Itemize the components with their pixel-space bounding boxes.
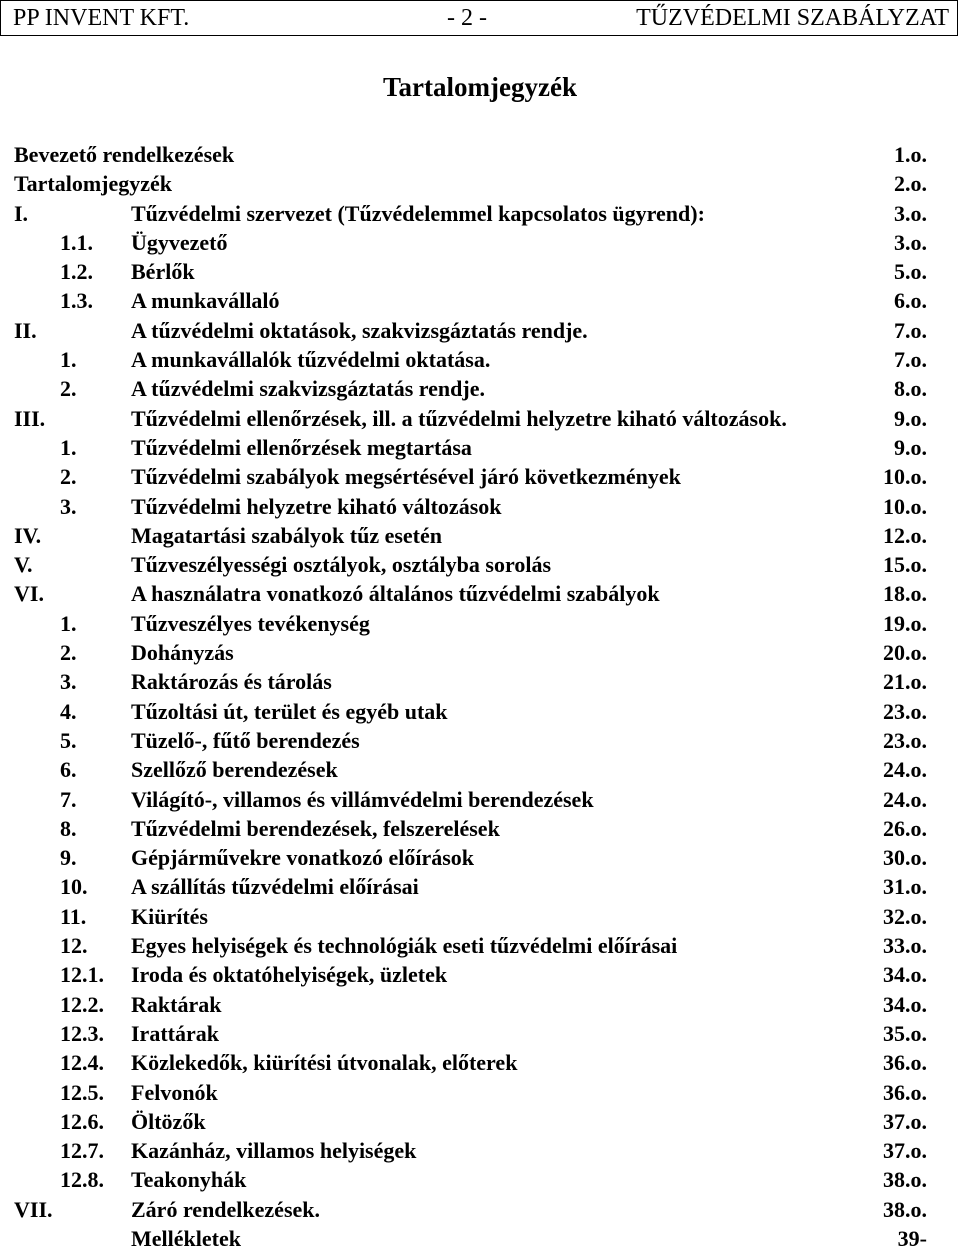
toc-entry-number: 11.: [60, 903, 87, 929]
toc-entry-title: Tűzvédelmi szervezet (Tűzvédelemmel kapcsolatos ügyrend):: [131, 200, 705, 226]
toc-entry-page: 36.o.: [883, 1079, 927, 1105]
toc-entry-number: VII.: [14, 1196, 53, 1222]
toc-entry-title: Raktárak: [131, 991, 222, 1017]
toc-entry-number: 1.3.: [60, 288, 93, 314]
toc-entry-page: 9.o.: [894, 434, 927, 460]
toc-entry-title: Tűzvédelmi berendezések, felszerelések: [131, 815, 500, 841]
toc-entry-page: 23.o.: [883, 727, 927, 753]
toc-entry: [0, 960, 960, 989]
toc-entry: [0, 404, 960, 433]
page-header: [0, 0, 958, 36]
toc-entry: [0, 433, 960, 462]
toc-entry-title: Tűzvédelmi helyzetre kiható változások: [131, 493, 502, 519]
toc-entry: [0, 169, 960, 198]
toc-entry-title: Tűzoltási út, terület és egyéb utak: [131, 698, 448, 724]
toc-entry-page: 24.o.: [883, 757, 927, 783]
page-title: Tartalomjegyzék: [383, 72, 577, 102]
toc-entry-title: Tartalomjegyzék: [14, 171, 173, 197]
toc-entry: [0, 726, 960, 755]
toc-entry: [0, 579, 960, 608]
header-document-title: TŰZVÉDELMI SZABÁLYZAT: [636, 5, 949, 31]
toc-entry-title: Bérlők: [131, 259, 195, 285]
toc-entry-title: Gépjárművekre vonatkozó előírások: [131, 845, 475, 871]
toc-entry-title: Tűzveszélyes tevékenység: [131, 610, 370, 636]
toc-entry-page: 9.o.: [894, 405, 927, 431]
toc-entry-page: 10.o.: [883, 493, 927, 519]
header-page-number: - 2 -: [447, 5, 487, 31]
toc-entry-page: 20.o.: [883, 640, 927, 666]
toc-entry-number: 12.7.: [60, 1138, 104, 1164]
toc-entry-number: II.: [14, 317, 37, 343]
toc-entry-number: 10.: [60, 874, 88, 900]
toc-entry-page: 38.o.: [883, 1196, 927, 1222]
toc-entry-number: 4.: [60, 698, 77, 724]
toc-entry: [0, 345, 960, 374]
toc-entry-number: 5.: [60, 727, 77, 753]
toc-entry: [0, 316, 960, 345]
toc-entry-number: 2.: [60, 640, 77, 666]
toc-entry-title: A munkavállaló: [131, 288, 280, 314]
toc-entry-number: 12.8.: [60, 1167, 104, 1193]
toc-entry-title: Ügyvezető: [131, 229, 228, 255]
toc-entry-page: 31.o.: [883, 874, 927, 900]
toc-entry: [0, 902, 960, 931]
toc-entry-page: 38.o.: [883, 1167, 927, 1193]
toc-entry: [0, 785, 960, 814]
toc-entry-page: 2.o.: [894, 171, 927, 197]
toc-entry-number: 12.6.: [60, 1108, 104, 1134]
toc-entry: [0, 462, 960, 491]
toc-entry-page: 37.o.: [883, 1108, 927, 1134]
toc-entry-title: Tűzvédelmi ellenőrzések megtartása: [131, 434, 472, 460]
toc-entry-page: 34.o.: [883, 991, 927, 1017]
toc-entry-page: 26.o.: [883, 815, 927, 841]
toc-entry: [0, 931, 960, 960]
toc-entry-page: 37.o.: [883, 1138, 927, 1164]
toc-entry-page: 19.o.: [883, 610, 927, 636]
toc-entry: [0, 872, 960, 901]
toc-entry-title: Kiürítés: [131, 903, 208, 929]
toc-entry: [0, 1136, 960, 1165]
toc-entry-title: Iroda és oktatóhelyiségek, üzletek: [131, 962, 448, 988]
toc-entry: [0, 697, 960, 726]
toc-entry-page: 1.o.: [894, 142, 927, 167]
toc-entry-number: 6.: [60, 757, 77, 783]
toc-entry-number: 12.: [60, 933, 88, 959]
toc-entry: [0, 1107, 960, 1136]
toc-entry: [0, 667, 960, 696]
toc-entry: [0, 521, 960, 550]
toc-entry-page: 5.o.: [894, 259, 927, 285]
toc-entry-title: Tűzveszélyességi osztályok, osztályba sorolás: [131, 552, 552, 578]
toc-entry-number: 7.: [60, 786, 77, 812]
toc-entry-number: 8.: [60, 815, 77, 841]
toc-entry-title: Bevezető rendelkezések: [14, 142, 235, 167]
toc-entry: [0, 843, 960, 872]
toc-entry-title: Dohányzás: [131, 640, 234, 666]
toc-entry-title: Záró rendelkezések.: [131, 1196, 321, 1222]
toc-entry-title: Felvonók: [131, 1079, 218, 1105]
toc-entry-page: 21.o.: [883, 669, 927, 695]
toc-entry: [0, 1078, 960, 1107]
toc-entry: [0, 1224, 960, 1253]
toc-entry-page: 10.o.: [883, 464, 927, 490]
toc-entry: [0, 609, 960, 638]
table-of-contents: [0, 140, 960, 1253]
toc-entry: [0, 257, 960, 286]
toc-entry: [0, 990, 960, 1019]
toc-entry-number: 12.5.: [60, 1079, 104, 1105]
toc-entry: [0, 228, 960, 257]
toc-entry-page: 3.o.: [894, 229, 927, 255]
toc-entry-page: 12.o.: [883, 522, 927, 548]
toc-entry-number: 2.: [60, 464, 77, 490]
toc-entry-page: 32.o.: [883, 903, 927, 929]
toc-entry-title: Tüzelő-, fűtő berendezés: [131, 727, 360, 753]
toc-entry: [0, 755, 960, 784]
toc-entry-number: VI.: [14, 581, 44, 607]
toc-entry-title: Teakonyhák: [131, 1167, 247, 1193]
toc-entry-number: 9.: [60, 845, 77, 871]
toc-entry-page: 7.o.: [894, 347, 927, 373]
toc-entry-number: 3.: [60, 493, 77, 519]
toc-entry-page: 7.o.: [894, 317, 927, 343]
toc-entry: [0, 1019, 960, 1048]
toc-entry: [0, 638, 960, 667]
toc-entry-title: Kazánház, villamos helyiségek: [131, 1138, 417, 1164]
toc-entry: [0, 374, 960, 403]
toc-entry-title: Egyes helyiségek és technológiák eseti tűzvédelmi előírásai: [131, 933, 678, 959]
toc-entry-title: Szellőző berendezések: [131, 757, 338, 783]
toc-entry-page: 35.o.: [883, 1020, 927, 1046]
toc-entry-page: 8.o.: [894, 376, 927, 402]
toc-entry-page: 39-: [897, 1225, 927, 1251]
toc-entry-number: 1.: [60, 434, 77, 460]
toc-entry-page: 18.o.: [883, 581, 927, 607]
toc-entry-title: A tűzvédelmi szakvizsgáztatás rendje.: [131, 376, 485, 402]
toc-entry-page: 36.o.: [883, 1050, 927, 1076]
toc-entry: [0, 140, 960, 169]
toc-entry-number: 1.1.: [60, 229, 93, 255]
toc-entry: [0, 1048, 960, 1077]
toc-entry-page: 23.o.: [883, 698, 927, 724]
toc-entry-title: A használatra vonatkozó általános tűzvédelmi szabályok: [131, 581, 660, 607]
toc-entry: [0, 814, 960, 843]
toc-entry-title: A tűzvédelmi oktatások, szakvizsgáztatás rendje.: [131, 317, 588, 343]
toc-entry-title: Tűzvédelmi szabályok megsértésével járó következmények: [131, 464, 681, 490]
toc-entry-title: Mellékletek: [131, 1225, 241, 1251]
toc-entry-page: 24.o.: [883, 786, 927, 812]
toc-entry-title: Öltözők: [131, 1108, 206, 1134]
toc-entry: [0, 286, 960, 315]
toc-entry-number: I.: [14, 200, 29, 226]
toc-entry-number: 12.1.: [60, 962, 104, 988]
toc-entry-number: 12.3.: [60, 1020, 104, 1046]
toc-entry-title: A munkavállalók tűzvédelmi oktatása.: [131, 347, 491, 373]
toc-entry-number: 1.: [60, 347, 77, 373]
toc-entry-title: Irattárak: [131, 1020, 219, 1046]
toc-entry-title: Világító-, villamos és villámvédelmi berendezések: [131, 786, 594, 812]
toc-entry-page: 15.o.: [883, 552, 927, 578]
toc-entry-number: 3.: [60, 669, 77, 695]
toc-entry-number: 12.4.: [60, 1050, 104, 1076]
toc-entry-page: 33.o.: [883, 933, 927, 959]
toc-entry-number: 1.2.: [60, 259, 93, 285]
toc-entry-title: Magatartási szabályok tűz esetén: [131, 522, 443, 548]
header-company: PP INVENT KFT.: [13, 5, 190, 31]
toc-entry: [0, 492, 960, 521]
toc-entry: [0, 550, 960, 579]
toc-entry-number: 1.: [60, 610, 77, 636]
toc-entry: [0, 1165, 960, 1194]
toc-entry-page: 3.o.: [894, 200, 927, 226]
toc-entry-title: Raktározás és tárolás: [131, 669, 332, 695]
toc-entry-number: V.: [14, 552, 33, 578]
toc-entry: [0, 1195, 960, 1224]
toc-entry-number: 2.: [60, 376, 77, 402]
toc-entry-number: IV.: [14, 522, 42, 548]
toc-entry: [0, 199, 960, 228]
toc-entry-page: 6.o.: [894, 288, 927, 314]
toc-entry-number: 12.2.: [60, 991, 104, 1017]
toc-entry-title: Közlekedők, kiürítési útvonalak, előterek: [131, 1050, 518, 1076]
toc-entry-title: A szállítás tűzvédelmi előírásai: [131, 874, 419, 900]
toc-entry-page: 34.o.: [883, 962, 927, 988]
toc-entry-title: Tűzvédelmi ellenőrzések, ill. a tűzvédelmi helyzetre kiható változások.: [131, 405, 787, 431]
toc-entry-number: III.: [14, 405, 46, 431]
toc-entry-page: 30.o.: [883, 845, 927, 871]
